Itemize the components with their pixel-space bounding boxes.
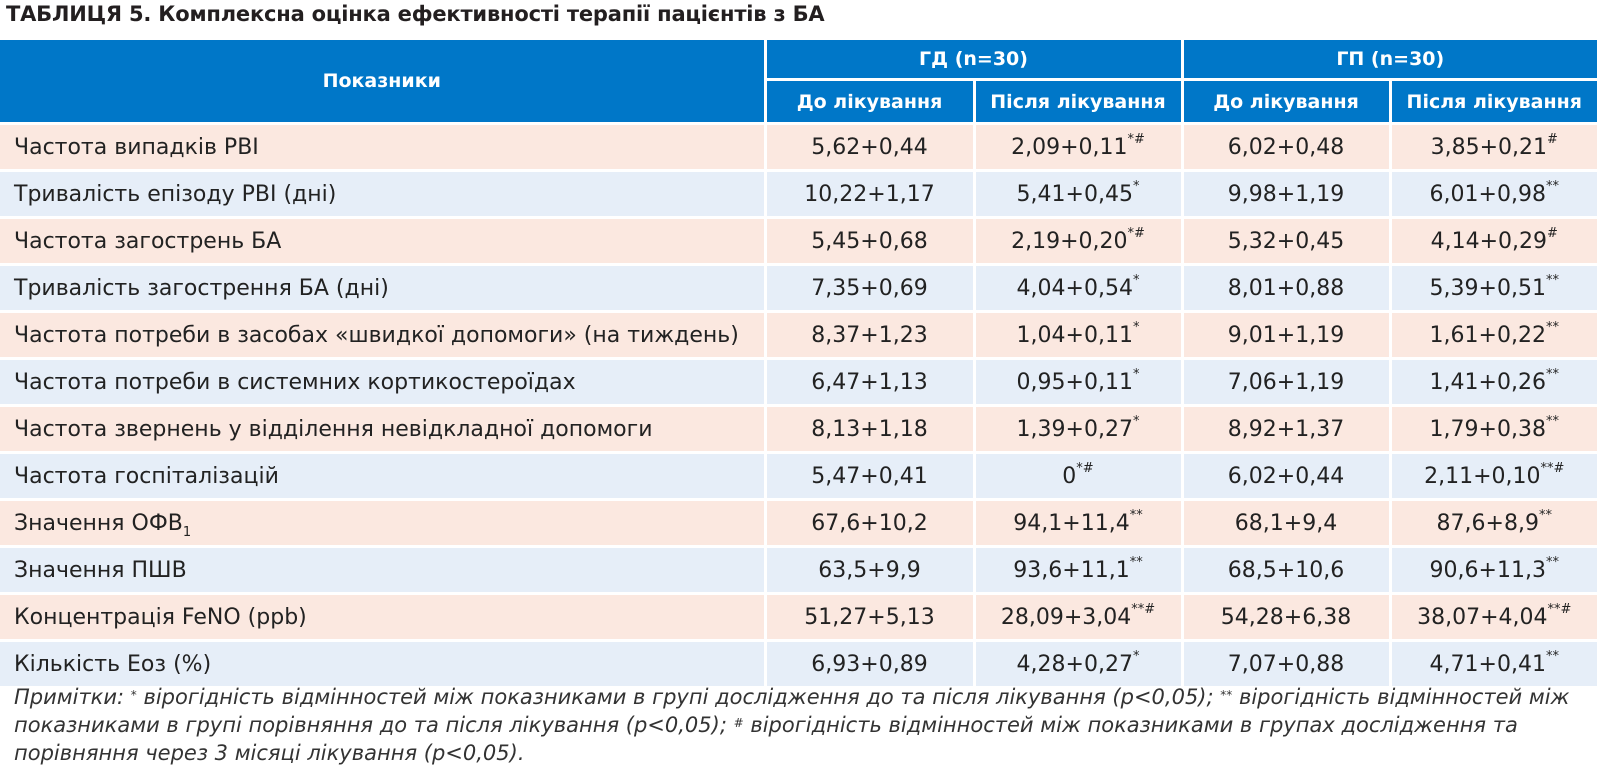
cell-value: 68,1+9,4 — [1234, 510, 1338, 536]
row-label-text: Тривалість епізоду РВІ (дні) — [14, 181, 337, 207]
cell-c2 — [974, 547, 1182, 594]
cell-c2 — [974, 641, 1182, 688]
cell-c3 — [1182, 641, 1390, 688]
cell-value: 8,92+1,37 — [1227, 416, 1345, 442]
cell-value: 6,47+1,13 — [811, 369, 928, 395]
cell-c4 — [1390, 594, 1597, 641]
cell-value: 5,47+0,41 — [811, 463, 928, 489]
cell-value: 6,93+0,89 — [811, 651, 928, 677]
row-label — [0, 500, 765, 547]
cell-c3 — [1182, 124, 1390, 171]
row-label-text: Концентрація FeNO (ppb) — [14, 604, 307, 630]
row-label — [0, 124, 765, 171]
cell-value: 4,04+0,54 — [1016, 275, 1133, 301]
cell-c3 — [1182, 406, 1390, 453]
table-row — [0, 124, 1597, 171]
table-row — [0, 500, 1597, 547]
table-row — [0, 312, 1597, 359]
cell-value: 87,6+8,9 — [1436, 510, 1539, 536]
row-label — [0, 218, 765, 265]
cell-c3 — [1182, 312, 1390, 359]
subheader-gd-after: Після лікування — [974, 80, 1182, 124]
cell-value: 5,45+0,68 — [811, 228, 928, 254]
significance-mark: ** — [1129, 507, 1143, 523]
cell-c2 — [974, 594, 1182, 641]
significance-mark: ** — [1129, 554, 1143, 570]
cell-value: 9,01+1,19 — [1227, 322, 1345, 348]
cell-value: 67,6+10,2 — [811, 510, 928, 536]
subheader-gp-before: До лікування — [1182, 80, 1390, 124]
cell-value: 7,06+1,19 — [1227, 369, 1345, 395]
cell-c1 — [765, 265, 974, 312]
cell-value: 4,28+0,27 — [1016, 651, 1133, 677]
cell-value: 6,01+0,98 — [1429, 181, 1546, 207]
row-label-text: Тривалість загострення БА (дні) — [14, 275, 389, 301]
significance-mark: **# — [1540, 460, 1565, 476]
cell-c3 — [1182, 265, 1390, 312]
cell-c4 — [1390, 406, 1597, 453]
note-mark-3: # — [733, 716, 744, 730]
table-title: ТАБЛИЦЯ 5. Комплексна оцінка ефективності терапії пацієнтів з БА — [6, 2, 825, 26]
cell-c2 — [974, 124, 1182, 171]
group-header-gp: ГП (n=30) — [1182, 40, 1597, 80]
cell-value: 68,5+10,6 — [1227, 557, 1345, 583]
cell-value: 3,85+0,21 — [1430, 134, 1547, 160]
table-row — [0, 406, 1597, 453]
cell-c2 — [974, 359, 1182, 406]
cell-value: 4,14+0,29 — [1430, 228, 1547, 254]
cell-c3 — [1182, 453, 1390, 500]
significance-mark: ** — [1545, 554, 1559, 570]
cell-value: 28,09+3,04 — [1000, 604, 1132, 630]
row-label-subscript: 1 — [182, 524, 192, 540]
cell-value: 5,32+0,45 — [1227, 228, 1345, 254]
row-label — [0, 359, 765, 406]
cell-c3 — [1182, 500, 1390, 547]
cell-value: 7,07+0,88 — [1227, 651, 1345, 677]
cell-c3 — [1182, 218, 1390, 265]
row-label — [0, 641, 765, 688]
notes-prefix: Примітки: — [14, 685, 131, 709]
cell-c1 — [765, 312, 974, 359]
cell-value: 2,19+0,20 — [1011, 228, 1128, 254]
table-row — [0, 218, 1597, 265]
cell-value: 8,01+0,88 — [1227, 275, 1345, 301]
cell-c1 — [765, 218, 974, 265]
cell-c2 — [974, 218, 1182, 265]
efficacy-table — [0, 40, 1597, 689]
cell-c2 — [974, 171, 1182, 218]
cell-value: 38,07+4,04 — [1417, 604, 1548, 630]
row-label-text: Значення ОФВ — [14, 510, 183, 536]
cell-c1 — [765, 406, 974, 453]
cell-value: 8,13+1,18 — [811, 416, 928, 442]
table-row — [0, 641, 1597, 688]
subheader-gp-after: Після лікування — [1390, 80, 1597, 124]
table-row — [0, 265, 1597, 312]
cell-value: 1,79+0,38 — [1429, 416, 1546, 442]
cell-c1 — [765, 171, 974, 218]
cell-c2 — [974, 406, 1182, 453]
cell-value: 54,28+6,38 — [1220, 604, 1352, 630]
cell-value: 5,39+0,51 — [1429, 275, 1546, 301]
significance-mark: * — [1132, 319, 1140, 335]
cell-c3 — [1182, 359, 1390, 406]
cell-value: 1,61+0,22 — [1429, 322, 1546, 348]
table-row — [0, 359, 1597, 406]
row-label-text: Значення ПШВ — [14, 557, 187, 583]
cell-c2 — [974, 312, 1182, 359]
row-label-text: Частота загострень БА — [14, 228, 282, 254]
note-mark-1: * — [130, 688, 137, 702]
cell-value: 6,02+0,48 — [1227, 134, 1345, 160]
significance-mark: *# — [1127, 131, 1145, 147]
cell-c4 — [1390, 547, 1597, 594]
cell-c1 — [765, 124, 974, 171]
significance-mark: **# — [1547, 601, 1572, 617]
significance-mark: *# — [1127, 225, 1145, 241]
row-label — [0, 265, 765, 312]
significance-mark: ** — [1538, 507, 1552, 523]
cell-c4 — [1390, 218, 1597, 265]
row-label — [0, 453, 765, 500]
note-text-2: вірогідність відмінностей між показниками в групі порівняння до та після лікування (p<0,05); — [14, 685, 1570, 737]
row-label-text: Частота потреби в засобах «швидкої допомоги» (на тиждень) — [14, 322, 739, 348]
cell-c2 — [974, 500, 1182, 547]
cell-c3 — [1182, 171, 1390, 218]
cell-value: 6,02+0,44 — [1227, 463, 1345, 489]
row-label — [0, 406, 765, 453]
row-label-text: Частота потреби в системних кортикостероїдах — [14, 369, 576, 395]
cell-value: 93,6+11,1 — [1013, 557, 1130, 583]
cell-c4 — [1390, 641, 1597, 688]
cell-c4 — [1390, 359, 1597, 406]
row-label-text: Частота звернень у відділення невідкладної допомоги — [14, 416, 653, 442]
indicator-header: Показники — [0, 40, 765, 124]
cell-value: 5,41+0,45 — [1016, 181, 1133, 207]
cell-value: 63,5+9,9 — [818, 557, 921, 583]
significance-mark: *# — [1076, 460, 1094, 476]
cell-c2 — [974, 265, 1182, 312]
significance-mark: **# — [1131, 601, 1156, 617]
row-label-text: Кількість Еоз (%) — [14, 651, 212, 677]
cell-c1 — [765, 594, 974, 641]
cell-c3 — [1182, 594, 1390, 641]
cell-c4 — [1390, 265, 1597, 312]
cell-value: 10,22+1,17 — [804, 181, 935, 207]
cell-value: 1,04+0,11 — [1016, 322, 1133, 348]
cell-value: 2,09+0,11 — [1011, 134, 1128, 160]
cell-value: 7,35+0,69 — [811, 275, 928, 301]
cell-c1 — [765, 641, 974, 688]
note-text-1: вірогідність відмінностей між показниками в групі дослідження до та після лікування (p<0,05); — [136, 685, 1221, 709]
significance-mark: * — [1132, 648, 1140, 664]
significance-mark: * — [1132, 413, 1140, 429]
cell-value: 4,71+0,41 — [1429, 651, 1546, 677]
cell-value: 1,39+0,27 — [1016, 416, 1133, 442]
note-text-3: вірогідність відмінностей між показниками в групах дослідження та порівняння через 3 місяці лікування (p<0,05). — [14, 713, 1518, 765]
cell-value: 0,95+0,11 — [1016, 369, 1133, 395]
cell-c4 — [1390, 124, 1597, 171]
cell-value: 5,62+0,44 — [811, 134, 928, 160]
cell-c2 — [974, 453, 1182, 500]
significance-mark: ** — [1545, 319, 1559, 335]
row-label — [0, 594, 765, 641]
cell-value: 94,1+11,4 — [1013, 510, 1130, 536]
significance-mark: ** — [1545, 272, 1559, 288]
table-header — [0, 40, 1597, 124]
row-label-text: Частота госпіталізацій — [14, 463, 279, 489]
significance-mark: ** — [1545, 178, 1559, 194]
significance-mark: # — [1547, 225, 1558, 241]
subheader-gd-before: До лікування — [765, 80, 974, 124]
row-label — [0, 312, 765, 359]
table-row — [0, 547, 1597, 594]
significance-mark: ** — [1545, 648, 1559, 664]
table-row — [0, 594, 1597, 641]
cell-c1 — [765, 547, 974, 594]
cell-c4 — [1390, 453, 1597, 500]
cell-value: 9,98+1,19 — [1227, 181, 1345, 207]
cell-value: 0 — [1062, 463, 1077, 489]
cell-value: 1,41+0,26 — [1429, 369, 1546, 395]
table-row — [0, 453, 1597, 500]
table-body — [0, 124, 1597, 688]
row-label-text: Частота випадків РВІ — [14, 134, 259, 160]
cell-value: 90,6+11,3 — [1429, 557, 1546, 583]
significance-mark: * — [1132, 366, 1140, 382]
cell-c4 — [1390, 312, 1597, 359]
significance-mark: * — [1132, 178, 1140, 194]
cell-value: 51,27+5,13 — [804, 604, 935, 630]
significance-mark: * — [1132, 272, 1140, 288]
significance-mark: ** — [1545, 413, 1559, 429]
significance-mark: ** — [1545, 366, 1559, 382]
cell-value: 2,11+0,10 — [1424, 463, 1541, 489]
cell-c3 — [1182, 547, 1390, 594]
table-notes — [14, 683, 1584, 767]
cell-c4 — [1390, 500, 1597, 547]
table-row — [0, 171, 1597, 218]
cell-c1 — [765, 359, 974, 406]
row-label — [0, 171, 765, 218]
cell-c1 — [765, 453, 974, 500]
cell-value: 8,37+1,23 — [811, 322, 928, 348]
group-header-gd: ГД (n=30) — [765, 40, 1182, 80]
note-mark-2: ** — [1220, 688, 1233, 702]
cell-c4 — [1390, 171, 1597, 218]
cell-c1 — [765, 500, 974, 547]
row-label — [0, 547, 765, 594]
significance-mark: # — [1547, 131, 1558, 147]
